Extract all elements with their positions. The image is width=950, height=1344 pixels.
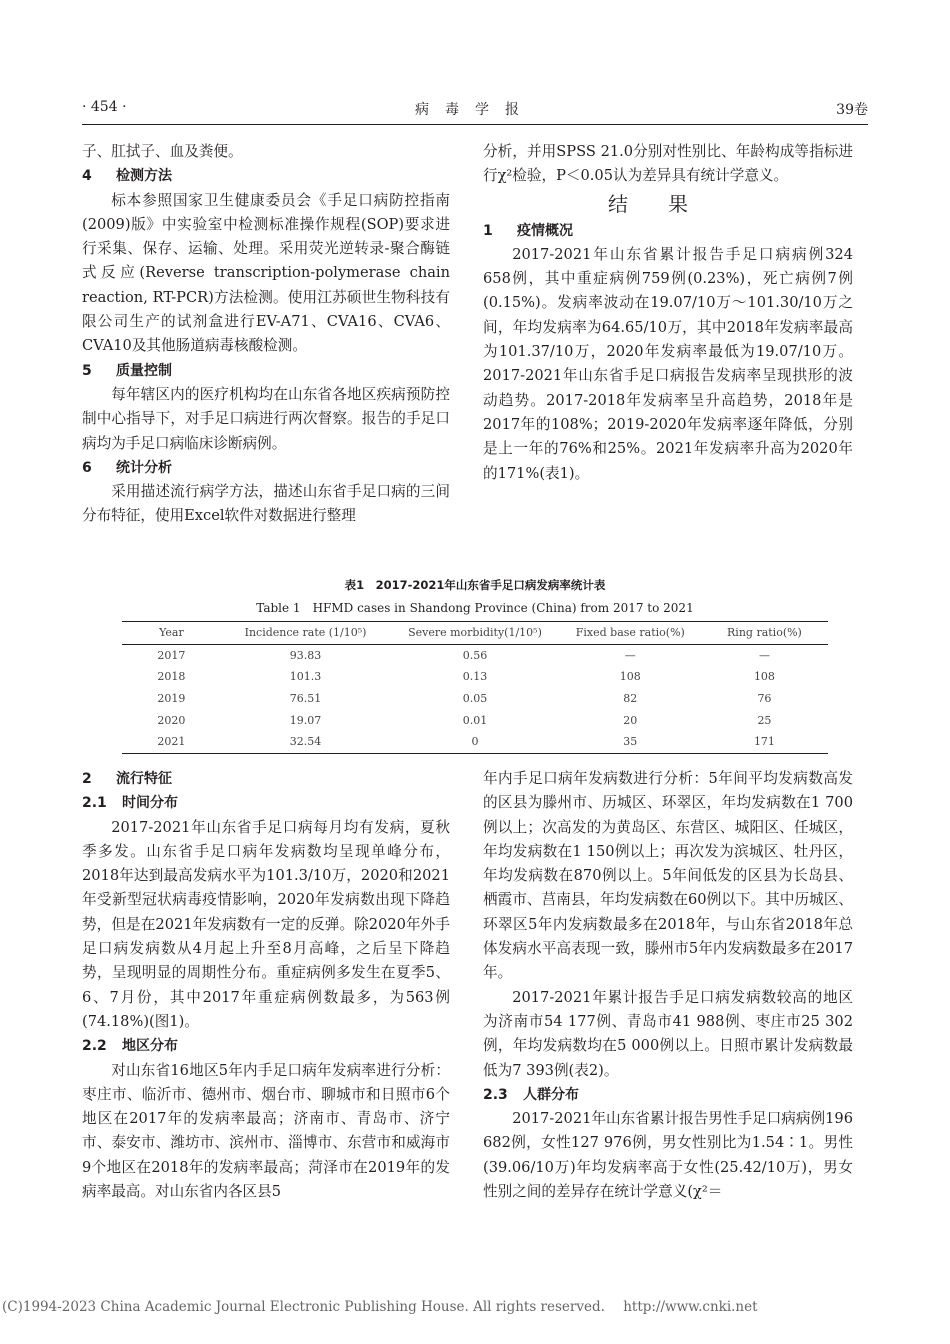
- table-cell: 108: [753, 670, 775, 684]
- table-cell: 32.54: [221, 731, 390, 753]
- table-cell: —: [624, 648, 636, 662]
- column-header: Ring ratio(%): [701, 622, 828, 645]
- table-cell: 93.83: [289, 648, 322, 662]
- table-caption-cn: 表1 2017-2021年山东省手足口病发病率统计表: [344, 578, 606, 592]
- column-header: Fixed base ratio(%): [560, 622, 701, 645]
- table-cell: 0.01: [462, 713, 488, 727]
- journal-title: 病毒学报: [415, 102, 535, 118]
- table-row: [122, 688, 828, 710]
- table-row: [122, 709, 828, 731]
- table-cell: 2017: [157, 648, 186, 662]
- cnki-link[interactable]: http://www.cnki.net: [623, 1299, 758, 1315]
- right-column-top: [483, 140, 853, 486]
- paragraph: 子、肛拭子、血及粪便。: [82, 143, 243, 160]
- paragraph: 2017-2021年山东省累计报告男性手足口病病例196 682例，女性127 976例，男女性别比为1.54∶1。男性(39.06/10万)年均发病率高于女性(25.42/10万)，男女性别之间的差异存在统计学意义(χ²＝: [483, 1110, 853, 1201]
- table-cell: 0.05: [462, 692, 488, 706]
- column-header: Severe morbidity(1/10⁵): [390, 622, 559, 645]
- table-header-row: [122, 622, 828, 645]
- section-heading-time-distribution: 2.1 时间分布: [82, 795, 178, 812]
- left-column-bottom: [82, 767, 450, 1204]
- section-heading-regional-distribution: 2.2 地区分布: [82, 1038, 178, 1055]
- results-title: 结果: [608, 191, 728, 216]
- table-cell: 0.13: [462, 670, 488, 684]
- table-cell: 108: [619, 670, 641, 684]
- table-cell: 25: [757, 713, 772, 727]
- volume-number: 39卷: [836, 102, 868, 118]
- section-heading-detection: 4 检测方法: [82, 168, 172, 185]
- page-number: · 454 ·: [82, 99, 127, 115]
- right-column-bottom: [483, 767, 853, 1204]
- paragraph: 2017-2021年山东省手足口病每月均有发病，夏秋季多发。山东省手足口病年发病数均呈现单峰分布，2018年达到最高发病水平为101.3/10万，2020和2021年受新型冠状病毒疫情影响，2020年发病数出现下降趋势，但是在2021年发病数有一定的反弹。除2020年外手足口病发病数从4月起上升至8月高峰，之后呈下降趋势，呈现明显的周期性分布。重症病例多发生在夏季5、6、7月份，其中2017年重症病例数最多，为563例(74.18%)(图1)。: [82, 818, 450, 1030]
- table-cell: 20: [623, 713, 638, 727]
- table-cell: 2019: [157, 692, 186, 706]
- table-cell: 0.56: [462, 648, 488, 662]
- table-cell: 171: [701, 731, 828, 753]
- paragraph: 采用描述流行病学方法，描述山东省手足口病的三间分布特征，使用Excel软件对数据进行整理: [82, 483, 450, 525]
- section-heading-overview: 1 疫情概况: [483, 222, 573, 239]
- column-header: Incidence rate (1/10⁵): [221, 622, 390, 645]
- paragraph: 标本参照国家卫生健康委员会《手足口病防控指南(2009)版》中实验室中检测标准操作规程(SOP)要求进行采集、保存、运输、处理。采用荧光逆转录-聚合酶链式反应(Reverse transcription-polymerase chain reaction, RT-PCR)方法检测。使用江苏硕世生物科技有限公司生产的试剂盒进行EV-A71、CVA16、CVA6、CVA10及其他肠道病毒核酸检测。: [82, 191, 450, 355]
- header-rule: [82, 124, 868, 125]
- paragraph: 对山东省16地区5年内手足口病年发病率进行分析：枣庄市、临沂市、德州市、烟台市、聊城市和日照市6个地区在2017年的发病率最高；济南市、青岛市、济宁市、泰安市、潍坊市、滨州市、淄博市、东营市和威海市9个地区在2018年的发病率最高；菏泽市在2019年的发病率最高。对山东省内各区县5: [82, 1061, 450, 1201]
- left-column-top: [82, 140, 450, 529]
- paragraph: 2017-2021年累计报告手足口病发病数较高的地区为济南市54 177例、青岛市41 988例、枣庄市25 302例，年均发病数均在5 000例以上。日照市累计发病数最低为7 393例(表2)。: [483, 988, 853, 1079]
- table-cell: 2018: [157, 670, 186, 684]
- copyright-text: (C)1994-2023 China Academic Journal Electronic Publishing House. All rights reserved.: [2, 1299, 605, 1315]
- section-heading-epidemic-features: 2 流行特征: [82, 771, 172, 787]
- table-cell: 82: [623, 692, 638, 706]
- section-heading-quality: 5 质量控制: [82, 362, 172, 379]
- table-cell: 2020: [157, 713, 186, 727]
- table-cell: 101.3: [289, 670, 322, 684]
- paragraph: 年内手足口病年发病数进行分析：5年间平均发病数高发的区县为滕州市、历城区、环翠区，年均发病数在1 700例以上；次高发的为黄岛区、东营区、城阳区、任城区，年均发病数在1 150例以上；再次发为滨城区、牡丹区，年均发病数在870例以上。5年间低发的区县为长岛县、栖霞市、莒南县，年均发病数在60例以下。其中历城区、环翠区5年内发病数最多在2018年，与山东省2018年总体发病水平高表现一致，滕州市5年内发病数最多在2017年。: [483, 770, 853, 982]
- section-heading-population-distribution: 2.3 人群分布: [483, 1086, 579, 1103]
- running-header: [82, 99, 868, 121]
- table-cell: —: [758, 648, 770, 662]
- table-cell: 76: [757, 692, 772, 706]
- paragraph: 分析，并用SPSS 21.0分别对性别比、年龄构成等指标进行χ²检验，P＜0.05认为差异具有统计学意义。: [483, 143, 853, 185]
- table-cell: 0: [390, 731, 559, 753]
- table-cell: 19.07: [289, 713, 322, 727]
- table-row: [122, 644, 828, 666]
- section-heading-statistics: 6 统计分析: [82, 459, 172, 476]
- copyright-footer: [2, 1299, 948, 1315]
- table-row: [122, 731, 828, 753]
- paragraph: 2017-2021年山东省累计报告手足口病病例324 658例，其中重症病例759例(0.23%)，死亡病例7例(0.15%)。发病率波动在19.07/10万～101.30/10万之间，年均发病率为64.65/10万，其中2018年发病率最高为101.37/10万，2020年发病率最低为19.07/10万。2017-2021年山东省手足口病报告发病率呈现拱形的波动趋势。2017-2018年发病率呈升高趋势，2018年是2017年的108%；2019-2020年发病率逐年降低，分别是上一年的76%和25%。2021年发病率升高为2020年的171%(表1)。: [483, 245, 853, 482]
- column-header: Year: [122, 622, 221, 645]
- table-caption-en: Table 1 HFMD cases in Shandong Province (China) from 2017 to 2021: [256, 601, 694, 615]
- table-cell: 76.51: [289, 692, 322, 706]
- paragraph: 每年辖区内的医疗机构均在山东省各地区疾病预防控制中心指导下，对手足口病进行两次督察。报告的手足口病均为手足口病临床诊断病例。: [82, 385, 450, 452]
- table-cell: 2021: [122, 731, 221, 753]
- incidence-table: [122, 621, 828, 754]
- table-row: [122, 666, 828, 688]
- table-cell: 35: [560, 731, 701, 753]
